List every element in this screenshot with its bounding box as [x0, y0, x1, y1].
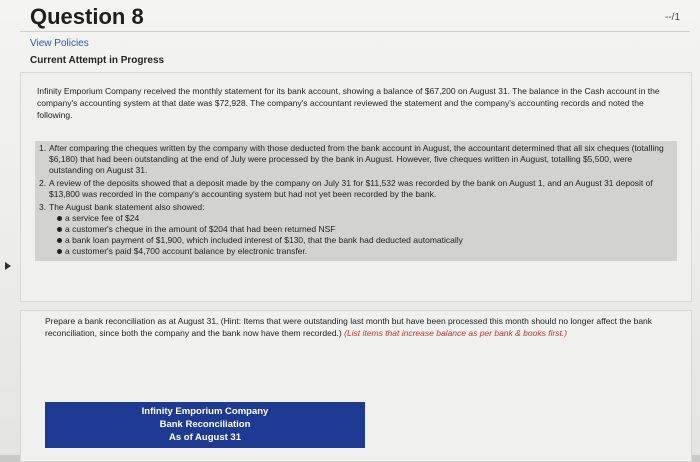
bullet-icon	[57, 249, 62, 254]
task-card	[20, 310, 692, 462]
list-text: The August bank statement also showed:	[49, 202, 205, 212]
bullet-icon	[57, 216, 62, 221]
list-item	[39, 202, 669, 257]
reconciliation-company: Infinity Emporium Company	[141, 406, 269, 417]
problem-list	[39, 143, 669, 259]
list-item	[39, 143, 669, 176]
view-policies-link[interactable]: View Policies	[30, 38, 89, 49]
score-label: --/1	[665, 12, 680, 23]
question-title: Question 8	[30, 4, 144, 29]
bullet-item	[49, 213, 669, 224]
task-hint: (List items that increase balance as per bank & books first.)	[344, 328, 568, 338]
list-number: 2.	[39, 178, 47, 188]
bullet-item	[49, 224, 669, 235]
bullet-text: a customer's cheque in the amount of $204 that had been returned NSF	[65, 224, 336, 234]
list-text: A review of the deposits showed that a deposit made by the company on July 31 for $11,532 was recorded by the bank on August 1, and an August 31 deposit of $13,800 was recorded in the company's accounting system but had not yet been recorded by the bank.	[49, 178, 653, 199]
bullet-item	[49, 246, 669, 257]
bullet-text: a bank loan payment of $1,900, which included interest of $130, that the bank had deducted automatically	[65, 235, 463, 245]
list-item	[39, 178, 669, 200]
bullet-icon	[57, 227, 62, 232]
reconciliation-header	[45, 402, 365, 448]
task-prompt-text: Prepare a bank reconciliation as at August 31. (Hint: Items that were outstanding last month but have been processed this month should no longer affect the bank reconciliation, since both the company and the bank now have them recorded.)	[45, 316, 653, 338]
bullet-text: a service fee of $24	[65, 213, 140, 223]
pointer-icon	[5, 262, 11, 270]
task-prompt	[45, 315, 675, 339]
list-text: After comparing the cheques written by the company with those deducted from the bank account in August, the accountant determined that all six cheques (totalling $6,180) that had been outstanding at the end of July were processed by the bank in August. However, five cheques written in August, totalling $5,500, were outstanding on August 31.	[49, 143, 664, 175]
reconciliation-date: As of August 31	[169, 432, 241, 443]
problem-card	[20, 72, 692, 302]
reconciliation-title: Bank Reconciliation	[159, 419, 251, 430]
attempt-status: Current Attempt in Progress	[30, 55, 165, 66]
list-number: 3.	[39, 202, 47, 212]
problem-intro: Infinity Emporium Company received the monthly statement for its bank account, showing a balance of $67,200 on August 31. The balance in the Cash account in the company's accounting system at that date was $72,928. The company's accountant reviewed the statement and the company's accounting records and noted the following.	[37, 86, 660, 120]
bullet-text: a customer's paid $4,700 account balance by electronic transfer.	[65, 246, 308, 256]
bullet-icon	[57, 238, 62, 243]
divider	[20, 31, 690, 32]
list-number: 1.	[39, 143, 47, 153]
bullet-item	[49, 235, 669, 246]
